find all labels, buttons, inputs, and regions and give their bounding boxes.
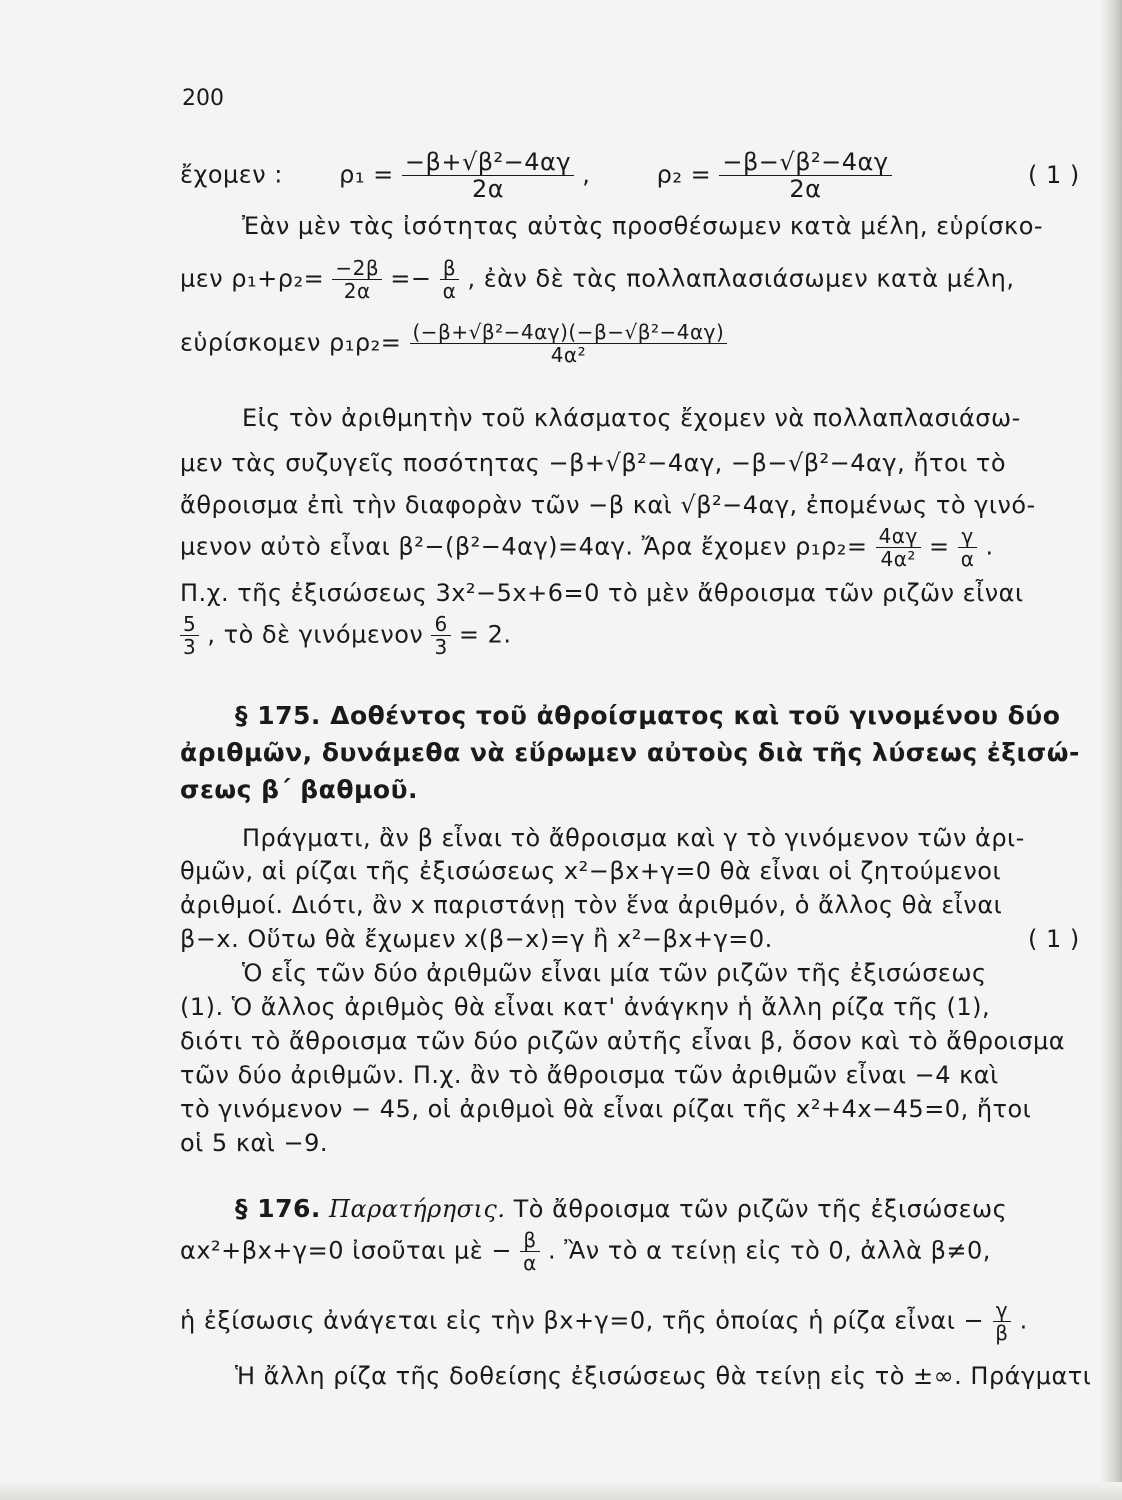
line2-lead: αx²+βx+γ=0 ἰσοῦται μὲ − [180,1236,512,1265]
product-result-lead: μενον αὐτὸ εἶναι β²−(β²−4αγ)=4αγ. Ἄρα ἔχομεν ρ₁ρ₂= [180,532,868,561]
five-thirds-denominator: 3 [183,635,197,659]
product-fraction [410,322,728,365]
product-result-tail: . [985,532,994,561]
six-thirds-denominator: 3 [434,635,448,659]
text-line: β−x. Οὕτω θὰ ἔχωμεν x(β−x)=γ ἢ x²−βx+γ=0. [180,925,773,953]
beta-over-alpha [440,258,460,301]
section-176-title: Παρατήρησις. [329,1195,506,1223]
mboa-denominator: α [523,1251,537,1275]
text-line: Ἡ ἄλλη ρίζα τῆς δοθείσης ἐξισώσεως θὰ τείνῃ εἰς τὸ ±∞. Πράγματι [235,1362,1092,1390]
line3-lead: ἡ ἐξίσωσις ἀνάγεται εἰς τὴν βx+γ=0, τῆς ὁποίας ἡ ρίζα εἶναι − [180,1306,985,1335]
section-176-line2 [180,1230,991,1273]
formula-lead: ἔχομεν : [180,160,283,189]
gamma-over-alpha-numerator: γ [958,526,976,548]
section-176-line3 [180,1300,1028,1343]
sum-formula-line [180,258,1015,301]
minus-gamma-over-beta [992,1300,1011,1343]
gamma-over-alpha-denominator: α [960,547,975,571]
mgob-numerator: γ [993,1300,1011,1322]
page-number: 200 [182,86,224,111]
line2-tail: . Ἂν τὸ α τείνῃ εἰς τὸ 0, ἀλλὰ β≠0, [547,1236,991,1265]
text-line: ἄθροισμα ἐπὶ τὴν διαφορὰν τῶν −β καὶ √β²−4αγ, ἐπομένως τὸ γινό- [180,491,1036,519]
beta-over-alpha-denominator: α [442,279,457,303]
sum-mid: =− [390,264,432,293]
rho1-label: ρ₁ = [339,160,394,189]
text-line: Ἐὰν μὲν τὰς ἰσότητας αὐτὰς προσθέσωμεν κατὰ μέλη, εὑρίσκο- [242,212,1044,240]
section-176-heading: § 176. [235,1194,321,1223]
six-thirds-numerator: 6 [431,614,450,636]
example-result-line [180,614,512,657]
product-numerator: (−β+√β²−4αγ)(−β−√β²−4αγ) [410,322,728,344]
six-thirds [431,614,450,657]
text-line: Π.χ. τῆς ἐξισώσεως 3x²−5x+6=0 τὸ μὲν ἄθροισμα τῶν ριζῶν εἶναι [180,579,1024,607]
rho2-label: ρ₂ = [656,160,712,189]
text-line: Πράγματι, ἂν β εἶναι τὸ ἄθροισμα καὶ γ τὸ γινόμενον τῶν ἀρι- [242,824,1025,852]
section-175-heading-cont: ἀριθμῶν, δυνάμεθα νὰ εὕρωμεν αὐτοὺς διὰ τῆς λύσεως ἐξισώ- [180,738,1080,767]
text-line: Ὁ εἷς τῶν δύο ἀριθμῶν εἶναι μία τῶν ριζῶν τῆς ἐξισώσεως [242,959,987,987]
section-176-first-line [235,1196,1007,1221]
sum-fraction-numerator: −2β [332,258,382,280]
root-formulas: ἔχομεν : ρ₁ = $\frac{\text{−β+√β²−4αγ}}{2\alpha}$ , ρ₂ = $\frac{\text{−β−√β²−4αγ}}{2\alpha}$ [180,150,892,201]
text-line: (1). Ὁ ἄλλος ἀριθμὸς θὰ εἶναι κατ' ἀνάγκην ἡ ἄλλη ρίζα τῆς (1), [180,993,991,1021]
product-result-numerator: 4αγ [876,526,921,548]
rho1-numerator: −β+√β²−4αγ [402,150,574,176]
product-result-eq: = [928,532,950,561]
rho1-fraction [402,150,574,201]
minus-beta-over-alpha [520,1230,540,1273]
example-tail: = 2. [458,620,512,649]
five-thirds-numerator: 5 [180,614,199,636]
five-thirds [180,614,199,657]
mgob-denominator: β [995,1321,1009,1345]
sum-tail: , ἐὰν δὲ τὰς πολλαπλασιάσωμεν κατὰ μέλη, [467,264,1015,293]
page-bottom-shadow [0,1482,1122,1500]
text-line: τῶν δύο ἀριθμῶν. Π.χ. ἂν τὸ ἄθροισμα τῶν ἀριθμῶν εἶναι −4 καὶ [180,1061,999,1089]
section-176-text: Τὸ ἄθροισμα τῶν ριζῶν τῆς ἐξισώσεως [513,1195,1008,1223]
rho2-denominator: 2α [789,175,822,203]
rho2-numerator: −β−√β²−4αγ [719,150,891,176]
gamma-over-alpha [958,526,978,569]
product-formula-line [180,322,727,365]
text-line: ἀριθμοί. Διότι, ἂν x παριστάνῃ τὸν ἕνα ἀριθμόν, ὁ ἄλλος θὰ εἶναι [180,891,1003,919]
text-line: διότι τὸ ἄθροισμα τῶν δύο ριζῶν αὐτῆς εἶναι β, ὅσον καὶ τὸ ἄθροισμα [180,1027,1066,1055]
text-line: οἱ 5 καὶ −9. [180,1129,329,1157]
product-denominator: 4α² [550,343,587,367]
section-175-heading-cont: σεως β΄ βαθμοῦ. [180,775,418,804]
text-line: θμῶν, αἱ ρίζαι τῆς ἐξισώσεως x²−βx+γ=0 θὰ εἶναι οἱ ζητούμενοι [180,857,1002,885]
section-175-heading: § 175. Δοθέντος τοῦ ἀθροίσματος καὶ τοῦ γινομένου δύο [235,701,1061,730]
rho2-fraction [719,150,891,201]
equation-tag-1: ( 1 ) [1028,161,1080,189]
page-edge-shadow [1100,0,1122,1500]
line3-tail: . [1019,1306,1028,1335]
text-line: τὸ γινόμενον − 45, οἱ ἀριθμοὶ θὰ εἶναι ρίζαι τῆς x²+4x−45=0, ἤτοι [180,1095,1032,1123]
product-result-fraction [876,526,921,569]
sum-lead: μεν ρ₁+ρ₂= [180,264,325,293]
text-line: μεν τὰς συζυγεῖς ποσότητας −β+√β²−4αγ, −β−√β²−4αγ, ἤτοι τὸ [180,449,1007,477]
text-line: Εἰς τὸν ἀριθμητὴν τοῦ κλάσματος ἔχομεν νὰ πολλαπλασιάσω- [242,404,1021,432]
product-result-line [180,526,994,569]
beta-over-alpha-numerator: β [440,258,459,280]
sum-fraction [332,258,382,301]
product-lead: εὑρίσκομεν ρ₁ρ₂= [180,328,402,357]
sum-fraction-denominator: 2α [343,279,371,303]
mboa-numerator: β [520,1230,539,1252]
equation-tag-1b: ( 1 ) [1028,925,1080,953]
product-result-denominator: 4α² [880,547,916,571]
example-mid: , τὸ δὲ γινόμενον [207,620,424,649]
rho1-denominator: 2α [471,175,505,203]
